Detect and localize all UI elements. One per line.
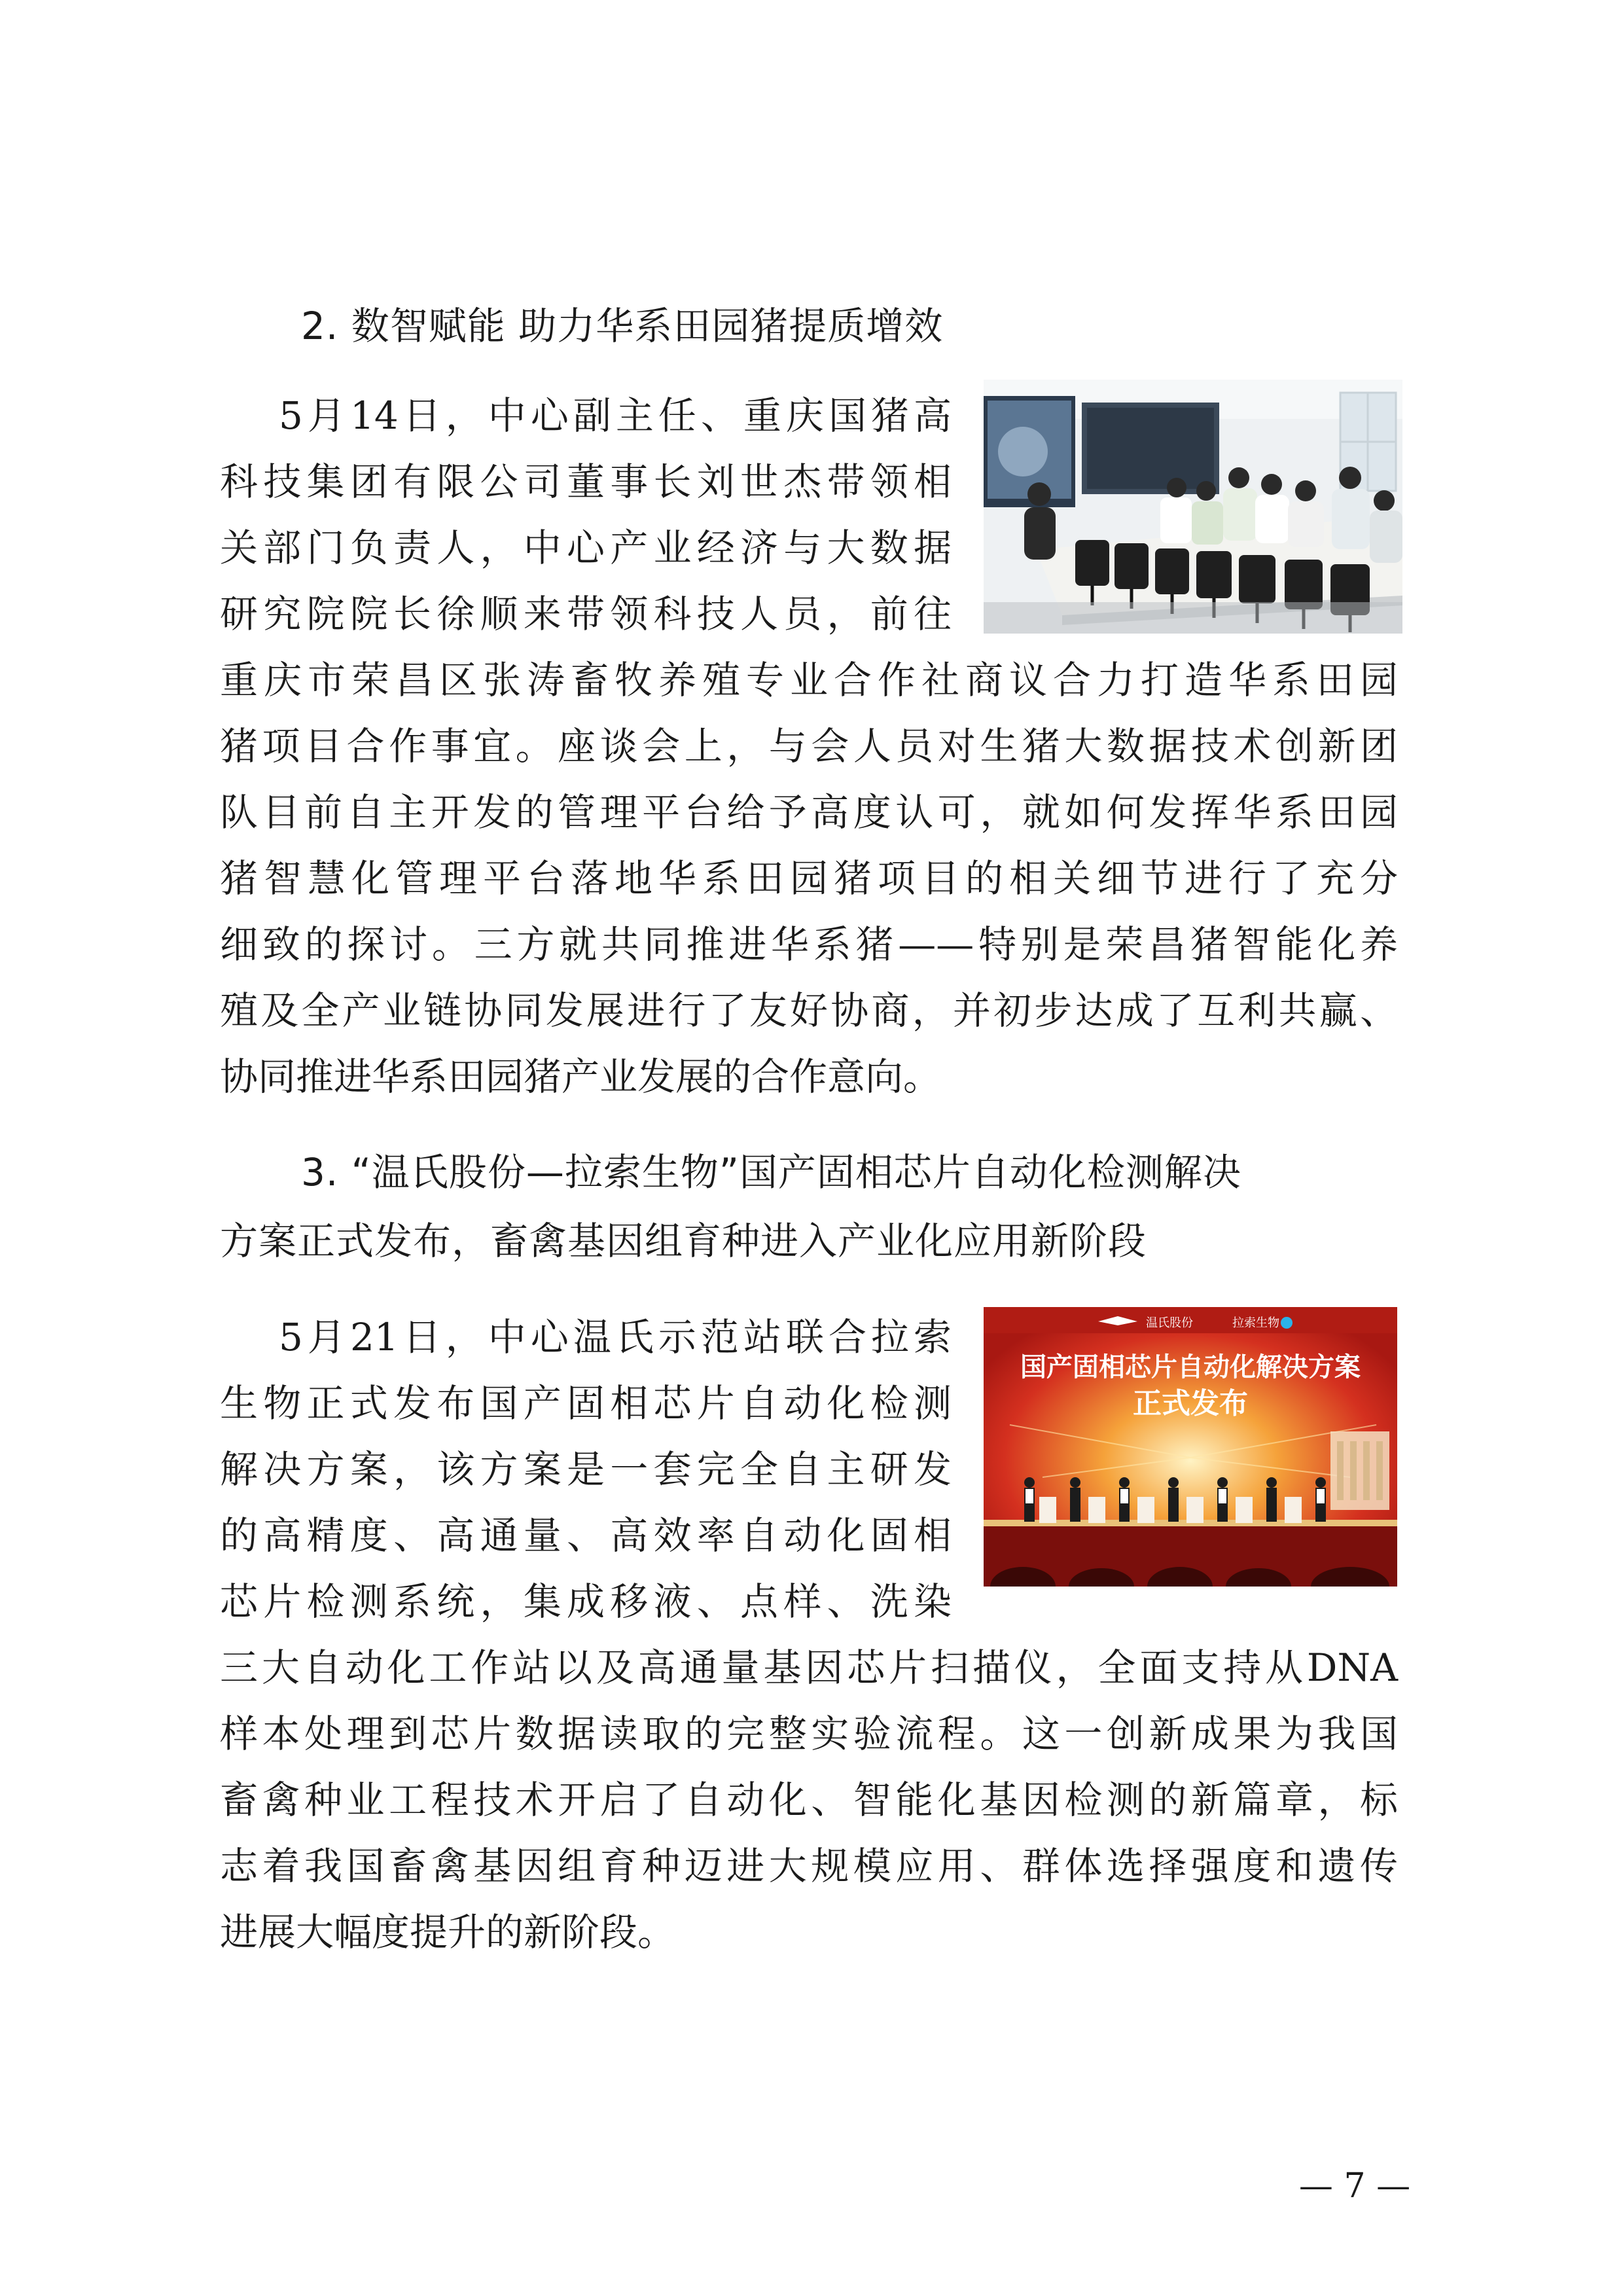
section-2-line-8: 猪智慧化管理平台落地华系田园猪项目的相关细节进行了充分 [220, 856, 1398, 901]
section-2-line-6: 猪项目合作事宜。座谈会上，与会人员对生猪大数据技术创新团 [220, 724, 1398, 768]
section-2-line-9: 细致的探讨。三方就共同推进华系猪——特别是荣昌猪智能化养 [220, 922, 1398, 967]
logo-right-text: 拉索生物 [1232, 1316, 1279, 1330]
launch-event-photo [984, 1307, 1397, 1587]
section-3-line-3: 解决方案，该方案是一套完全自主研发 [220, 1447, 952, 1492]
section-3-line-4: 的高精度、高通量、高效率自动化固相 [220, 1513, 952, 1558]
section-3-line-10: 进展大幅度提升的新阶段。 [220, 1910, 676, 1954]
meeting-photo [984, 380, 1402, 634]
meeting-photo-illustration [984, 380, 1402, 634]
section-2-line-2: 科技集团有限公司董事长刘世杰带领相 [220, 459, 952, 504]
banner-title: 国产固相芯片自动化解决方案 [1020, 1352, 1361, 1382]
launch-event-illustration [984, 1307, 1397, 1587]
section-2-line-7: 队目前自主开发的管理平台给予高度认可，就如何发挥华系田园 [220, 790, 1398, 834]
section-3-line-2: 生物正式发布国产固相芯片自动化检测 [220, 1381, 952, 1426]
section-3-heading-line-2: 方案正式发布，畜禽基因组育种进入产业化应用新阶段 [220, 1219, 1147, 1263]
section-3-line-5: 芯片检测系统，集成移液、点样、洗染 [220, 1579, 952, 1624]
section-3-line-7: 样本处理到芯片数据读取的完整实验流程。这一创新成果为我国 [220, 1712, 1398, 1756]
section-2-line-5: 重庆市荣昌区张涛畜牧养殖专业合作社商议合力打造华系田园 [220, 658, 1398, 702]
logo-left-text: 温氏股份 [1146, 1316, 1193, 1330]
page-number: — 7 — [1298, 2166, 1411, 2206]
section-2-line-4: 研究院院长徐顺来带领科技人员，前往 [220, 592, 952, 636]
section-2-line-10: 殖及全产业链协同发展进行了友好协商，并初步达成了互利共赢、 [220, 988, 1398, 1033]
section-3-line-8: 畜禽种业工程技术开启了自动化、智能化基因检测的新篇章，标 [220, 1778, 1398, 1822]
section-3-line-1: 5月21日，中心温氏示范站联合拉索 [279, 1315, 952, 1359]
banner-subtitle: 正式发布 [1133, 1387, 1248, 1420]
section-2-line-1: 5月14日，中心副主任、重庆国猪高 [279, 393, 952, 438]
section-3-line-6: 三大自动化工作站以及高通量基因芯片扫描仪，全面支持从DNA [220, 1645, 1398, 1690]
section-2-line-11: 协同推进华系田园猪产业发展的合作意向。 [220, 1054, 942, 1099]
section-2-heading: 2. 数智赋能 助力华系田园猪提质增效 [301, 304, 944, 348]
section-2-line-3: 关部门负责人，中心产业经济与大数据 [220, 526, 952, 570]
section-3-line-9: 志着我国畜禽基因组育种迈进大规模应用、群体选择强度和遗传 [220, 1844, 1398, 1888]
section-3-heading-line-1: 3. “温氏股份—拉索生物”国产固相芯片自动化检测解决 [301, 1150, 1241, 1194]
